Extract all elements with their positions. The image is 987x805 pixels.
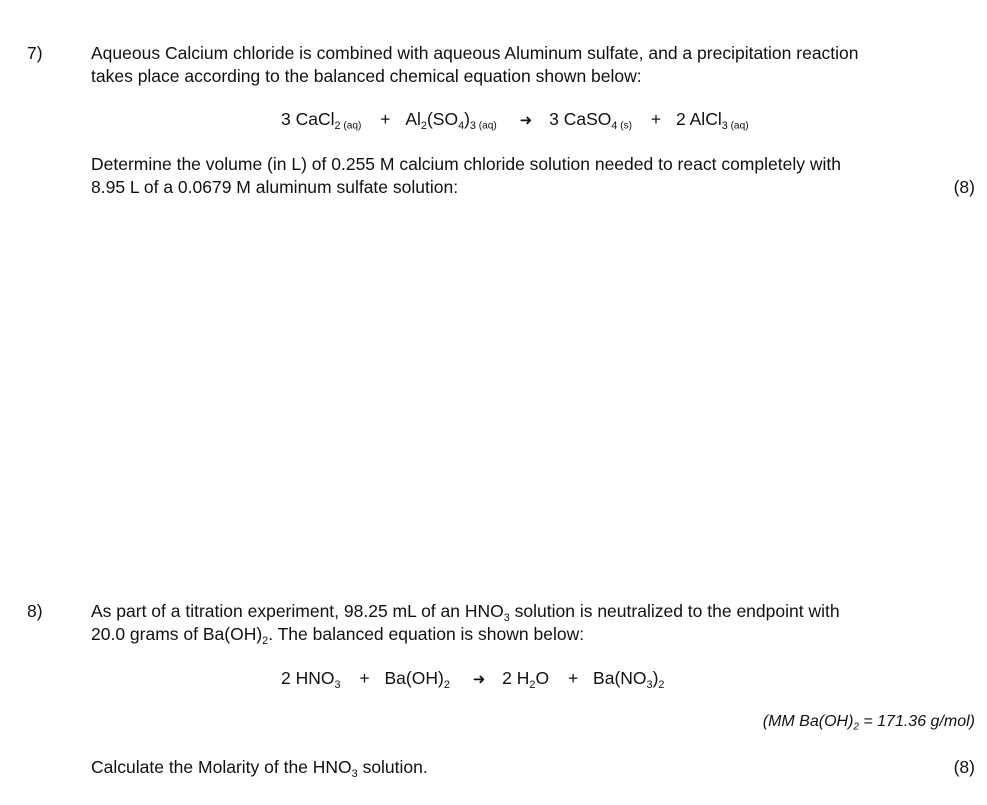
- eq7-reactant-1: 3 CaCl$_2$ $_{(aq)}$: [281, 109, 362, 132]
- eq8-reactant-2: $Ba(OH)_2$: [384, 668, 450, 691]
- question-8-equation: [281, 667, 664, 690]
- question-7-prompt-line-2: 8.95 L of a 0.0679 M aluminum sulfate solution:: [91, 177, 459, 197]
- question-8-points: (8): [953, 757, 975, 777]
- eq7-plus-1: +: [380, 109, 391, 129]
- question-7-intro-line-1: Aqueous Calcium chloride is combined with aqueous Aluminum sulfate, and a precipitation reaction: [91, 43, 859, 63]
- molar-mass-note: (MM $Ba(OH)_2 = 171.36$ g/mol): [762, 713, 975, 733]
- eq7-reactant-2: $Al_2(SO_4)_3$ $_{(aq)}$: [405, 109, 497, 132]
- eq7-arrow-icon: ➜: [519, 112, 533, 129]
- eq8-plus-1: +: [359, 668, 370, 688]
- question-8-intro-line-1: As part of a titration experiment, 98.25 mL of an $HNO_3$ solution is neutralized to the endpoint with: [91, 601, 840, 624]
- eq7-plus-2: +: [650, 109, 662, 129]
- eq8-product-2: $Ba(NO_3)_2$: [593, 668, 665, 691]
- question-8-intro-line-2: 20.0 grams of $Ba(OH)_2$. The balanced equation is shown below:: [91, 624, 585, 647]
- question-7-points: (8): [953, 177, 975, 197]
- eq8-product-1: 2 $H_2O$: [502, 668, 550, 691]
- question-7-intro-line-2: takes place according to the balanced chemical equation shown below:: [91, 66, 642, 86]
- eq7-product-1: 3 CaSO$_4$ $_{(s)}$: [549, 109, 633, 132]
- question-8-number: 8): [27, 601, 43, 621]
- question-7-equation: [281, 108, 749, 131]
- eq8-reactant-1: 2 $HNO_3$: [281, 668, 341, 691]
- question-8-prompt: Calculate the Molarity of the $HNO_3$ solution.: [91, 757, 428, 780]
- eq8-plus-2: +: [567, 668, 579, 688]
- question-7-number: 7): [27, 43, 43, 63]
- eq8-arrow-icon: ➜: [472, 671, 486, 688]
- question-7-prompt-line-1: Determine the volume (in L) of 0.255 M calcium chloride solution needed to react completely with: [91, 154, 841, 174]
- eq7-product-2: 2 AlCl$_3$ $_{(aq)}$: [676, 109, 749, 132]
